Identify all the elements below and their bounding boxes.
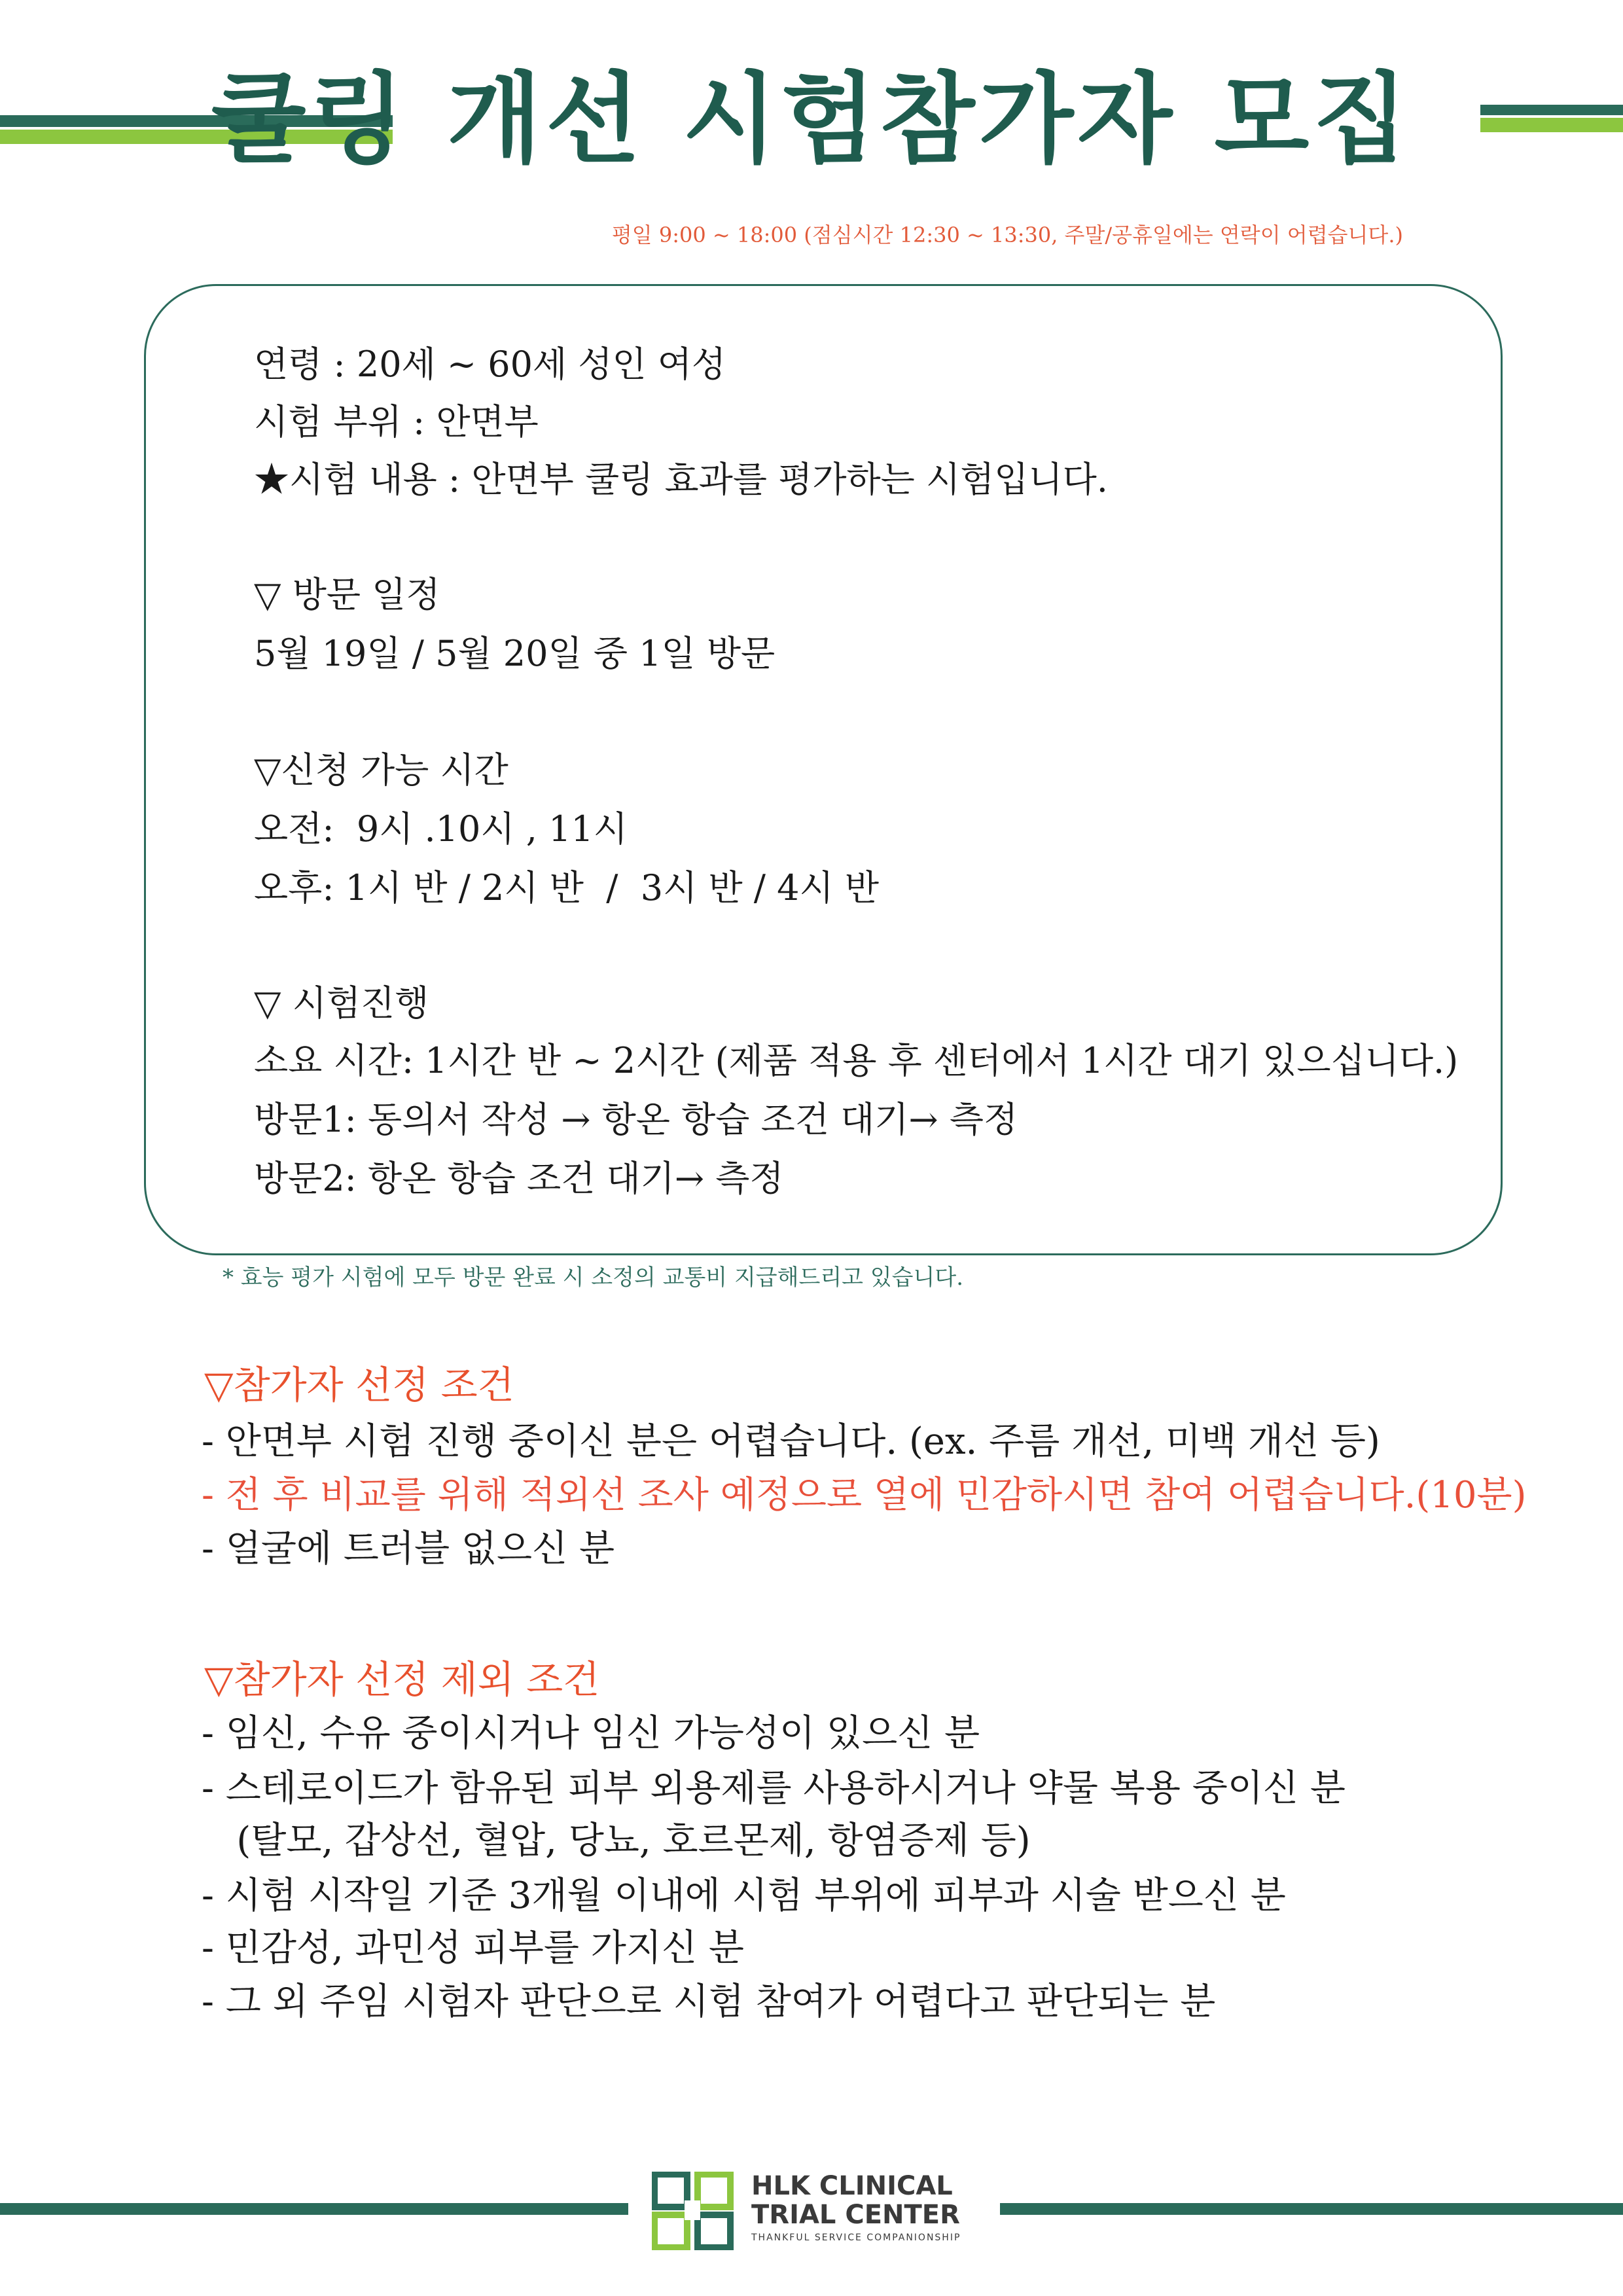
visit-schedule-heading: ▽ 방문 일정 (254, 574, 440, 615)
exclusion-criteria-item: (탈모, 갑상선, 혈압, 당뇨, 호르몬제, 항염증제 등) (202, 1820, 1031, 1862)
info-test-content: ★시험 내용 : 안면부 쿨링 효과를 평가하는 시험입니다. (254, 459, 1108, 500)
exclusion-criteria-item: - 임신, 수유 중이시거나 임신 가능성이 있으신 분 (202, 1712, 980, 1755)
selection-criteria-item: - 전 후 비교를 위해 적외선 조사 예정으로 열에 민감하시면 참여 어렵습니다.(10분) (202, 1474, 1527, 1516)
exclusion-criteria-heading: ▽참가자 선정 제외 조건 (204, 1657, 600, 1702)
procedure-heading: ▽ 시험진행 (254, 982, 429, 1024)
procedure-visit-2: 방문2: 항온 항습 조건 대기→ 측정 (254, 1158, 784, 1199)
logo-name-line-1: HLK CLINICAL (751, 2171, 953, 2201)
logo-tagline: THANKFUL SERVICE COMPANIONSHIP (751, 2233, 961, 2243)
footer-band-right (1000, 2203, 1623, 2215)
visit-schedule-dates: 5월 19일 / 5월 20일 중 1일 방문 (254, 633, 776, 674)
procedure-duration: 소요 시간: 1시간 반 ~ 2시간 (제품 적용 후 센터에서 1시간 대기 있으십니다.) (254, 1040, 1459, 1081)
exclusion-criteria-item: - 그 외 주임 시험자 판단으로 시험 참여가 어렵다고 판단되는 분 (202, 1981, 1216, 2023)
selection-criteria-item: - 얼굴에 트러블 없으신 분 (202, 1528, 615, 1570)
transport-fee-footnote: * 효능 평가 시험에 모두 방문 완료 시 소정의 교통비 지급해드리고 있습니다. (223, 1265, 964, 1291)
logo-name-line-2: TRIAL CENTER (751, 2200, 960, 2230)
hlk-logo-icon (652, 2172, 736, 2250)
contact-hours-note: 평일 9:00 ~ 18:00 (점심시간 12:30 ~ 13:30, 주말/공휴일에는 연락이 어렵습니다.) (611, 223, 1403, 247)
info-test-area: 시험 부위 : 안면부 (254, 401, 539, 442)
exclusion-criteria-item: - 민감성, 과민성 피부를 가지신 분 (202, 1927, 744, 1969)
procedure-visit-1: 방문1: 동의서 작성 → 항온 항습 조건 대기→ 측정 (254, 1099, 1018, 1140)
available-time-am: 오전: 9시 .10시 , 11시 (254, 808, 628, 850)
available-time-pm: 오후: 1시 반 / 2시 반 / 3시 반 / 4시 반 (254, 867, 879, 908)
exclusion-criteria-item: - 시험 시작일 기준 3개월 이내에 시험 부위에 피부과 시술 받으신 분 (202, 1874, 1286, 1917)
exclusion-criteria-item: - 스테로이드가 함유된 피부 외용제를 사용하시거나 약물 복용 중이신 분 (202, 1767, 1346, 1810)
footer-band-left (0, 2203, 628, 2215)
info-age: 연령 : 20세 ~ 60세 성인 여성 (254, 344, 726, 385)
selection-criteria-heading: ▽참가자 선정 조건 (204, 1363, 514, 1407)
available-time-heading: ▽신청 가능 시간 (254, 749, 508, 791)
selection-criteria-item: - 안면부 시험 진행 중이신 분은 어렵습니다. (ex. 주름 개선, 미백 개선 등) (202, 1420, 1380, 1463)
page-title: 쿨링 개선 시험참가자 모집 (211, 63, 1412, 177)
